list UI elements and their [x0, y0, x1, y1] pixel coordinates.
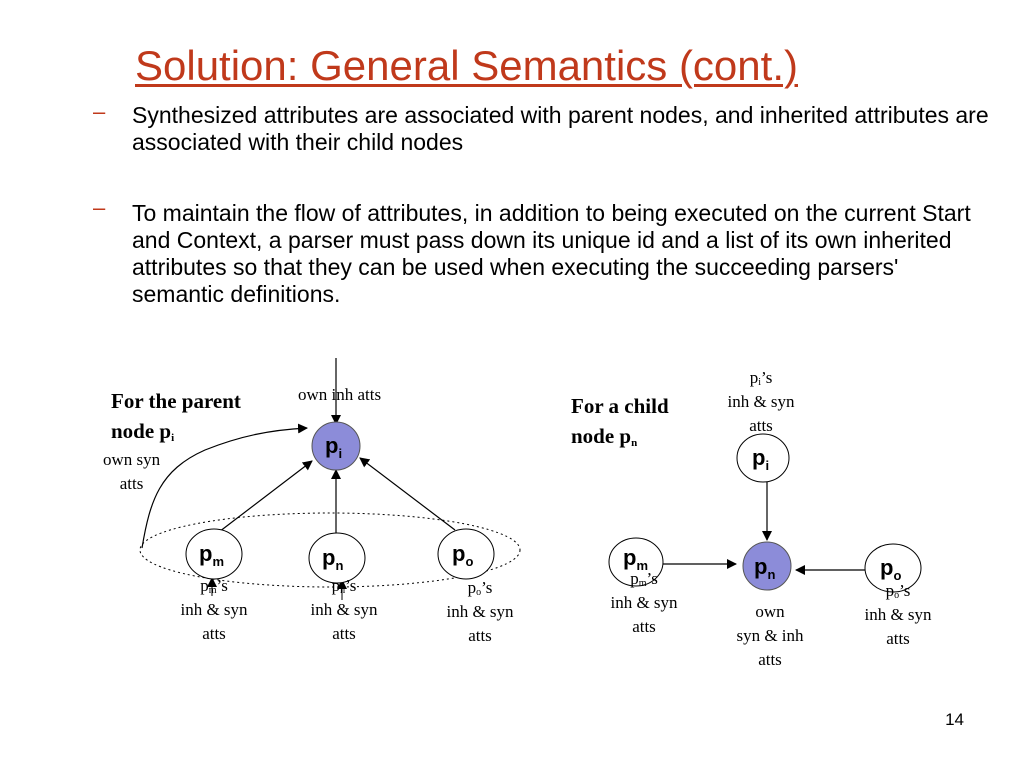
lbl-suffix: ’s [345, 576, 357, 595]
lbl-suffix: ’s [760, 368, 773, 387]
node-po-left-label [452, 541, 474, 569]
node-po-right-label [880, 555, 902, 583]
pi-atts-label [714, 366, 808, 438]
page-title: Solution: General Semantics (cont.) [135, 42, 798, 89]
node-sub: m [636, 558, 649, 573]
left-heading-line2 [111, 416, 241, 446]
node-pi-right-label [752, 445, 770, 473]
pn-own-atts-label [723, 600, 817, 672]
pm-right-atts-line3: atts [632, 617, 656, 636]
lbl-sub: n [340, 585, 346, 596]
pn-atts-line1 [298, 574, 390, 598]
pi-atts-line1 [714, 366, 808, 390]
node-base: p [325, 433, 339, 458]
own-inh-label: own inh atts [298, 385, 382, 404]
po-right-atts-line2: inh & syn [864, 605, 932, 624]
po-atts-line1 [433, 576, 527, 600]
pn-own-line1: own [755, 602, 785, 621]
pn-own-line3: atts [758, 650, 782, 669]
bullet-text-synthesized: Synthesized attributes are associated with parent nodes, and inherited attributes are associated with their child nodes [132, 102, 989, 155]
node-sub: n [335, 558, 344, 573]
node-sub: o [893, 568, 902, 583]
lbl-sub: m [208, 585, 217, 596]
lbl-suffix: ’s [481, 578, 493, 597]
po-atts-line3: atts [468, 626, 492, 645]
pm-to-pi-arrow [215, 461, 312, 535]
node-base: p [199, 541, 213, 566]
bullet-marker: – [93, 195, 106, 220]
left-heading-sub: i [171, 432, 175, 444]
po-to-pi-arrow [360, 458, 455, 530]
po-right-atts-line1 [851, 579, 945, 603]
node-sub: m [212, 554, 225, 569]
pn-atts-label [298, 574, 390, 646]
node-sub: i [765, 458, 770, 473]
lbl-base: p [200, 576, 209, 595]
node-base: p [623, 545, 637, 570]
po-right-atts-label [851, 579, 945, 651]
node-base: p [322, 545, 336, 570]
node-base: p [754, 554, 768, 579]
lbl-sub: m [638, 578, 647, 589]
pm-atts-line3: atts [202, 624, 226, 643]
lbl-base: p [331, 576, 341, 595]
pm-atts-line1 [168, 574, 260, 598]
po-atts-label [433, 576, 527, 648]
own-syn-line2: atts [119, 474, 144, 493]
bullet-marker: – [93, 99, 106, 124]
lbl-base: p [630, 569, 639, 588]
node-pn-right-label [754, 554, 776, 582]
lbl-base: p [749, 368, 759, 387]
node-pn-left-label [322, 545, 344, 573]
pi-atts-line3: atts [749, 416, 773, 435]
lbl-sub: o [476, 587, 482, 598]
pm-atts-label [168, 574, 260, 646]
lbl-base: p [467, 578, 477, 597]
own-syn-curve-arrow [142, 428, 307, 548]
po-atts-line2: inh & syn [446, 602, 514, 621]
own-syn-line1: own syn [103, 450, 161, 469]
right-heading [571, 391, 669, 451]
node-base: p [452, 541, 466, 566]
right-heading-sub: n [631, 437, 638, 449]
lbl-sub: i [758, 377, 761, 388]
bullet-text-maintain-flow: To maintain the flow of attributes, in addition to being executed on the current Start and Context, a parser must pass down its unique id and a list of its own inherited attributes so that they can be used when executing the succeeding parsers' semantic definitions. [132, 200, 971, 307]
lbl-suffix: ’s [899, 581, 911, 600]
node-sub: i [338, 446, 343, 461]
right-heading-text: node p [571, 424, 632, 448]
po-right-atts-line3: atts [886, 629, 910, 648]
pm-atts-line2: inh & syn [180, 600, 248, 619]
page-number: 14 [945, 710, 964, 729]
right-heading-line2 [571, 421, 669, 451]
left-heading [111, 386, 241, 446]
node-base: p [880, 555, 894, 580]
lbl-sub: o [894, 590, 900, 601]
pn-atts-line2: inh & syn [310, 600, 378, 619]
node-sub: n [767, 567, 776, 582]
right-heading-line1: For a child [571, 394, 669, 418]
node-sub: o [465, 554, 474, 569]
lbl-suffix: ’s [646, 569, 658, 588]
pm-right-atts-line1 [597, 567, 691, 591]
lbl-base: p [885, 581, 895, 600]
node-pm-left-label [199, 541, 225, 569]
pn-own-line2: syn & inh [736, 626, 804, 645]
left-heading-line1: For the parent [111, 389, 241, 413]
left-heading-text: node p [111, 419, 172, 443]
node-pi-left-label [325, 433, 343, 461]
own-syn-label [103, 448, 160, 496]
node-base: p [752, 445, 766, 470]
lbl-suffix: ’s [216, 576, 228, 595]
pm-right-atts-line2: inh & syn [610, 593, 678, 612]
pn-atts-line3: atts [332, 624, 356, 643]
pi-atts-line2: inh & syn [727, 392, 795, 411]
pm-right-atts-label [597, 567, 691, 639]
